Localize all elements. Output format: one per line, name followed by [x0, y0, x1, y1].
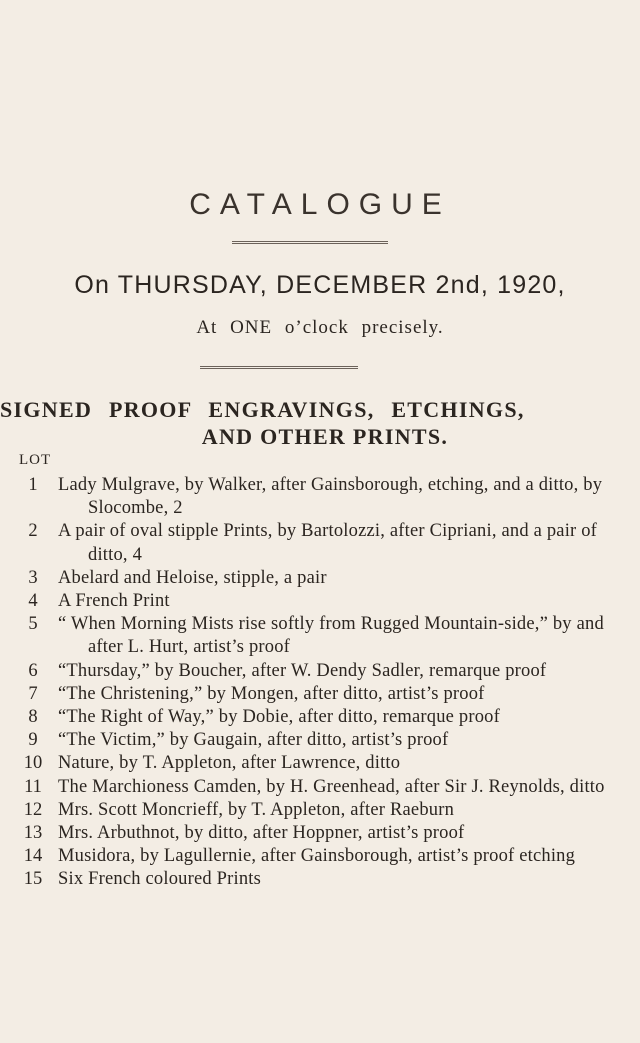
lot-list	[0, 474, 640, 892]
lot-description: “The Victim,” by Gaugain, after ditto, artist’s proof	[58, 730, 449, 751]
lot-description: Musidora, by Lagullernie, after Gainsborough, artist’s proof etching	[58, 846, 576, 867]
lot-item	[0, 868, 640, 891]
lot-description: “Thursday,” by Boucher, after W. Dendy Sadler, remarque proof	[58, 660, 547, 681]
lot-item	[0, 822, 640, 845]
lot-description: Nature, by T. Appleton, after Lawrence, ditto	[58, 753, 401, 774]
lot-description: The Marchioness Camden, by H. Greenhead, after Sir J. Reynolds, ditto	[58, 776, 605, 797]
lot-item	[0, 752, 640, 775]
page-title: CATALOGUE	[189, 188, 451, 221]
lot-description: “The Christening,” by Mongen, after ditto, artist’s proof	[58, 683, 485, 704]
lot-description: Mrs. Arbuthnot, by ditto, after Hoppner, artist’s proof	[58, 823, 465, 844]
date-divider	[200, 366, 358, 369]
lot-description: A pair of oval stipple Prints, by Bartolozzi, after Cipriani, and a pair of ditto, 4	[58, 521, 598, 565]
lot-number: 8	[28, 707, 38, 728]
section-heading-line1: SIGNED PROOF ENGRAVINGS, ETCHINGS,	[0, 397, 525, 422]
lot-item	[0, 613, 640, 659]
lot-number: 7	[28, 683, 38, 704]
lot-number: 9	[28, 730, 38, 751]
lot-number: 3	[28, 567, 38, 588]
lot-item	[0, 660, 640, 683]
lot-item	[0, 706, 640, 729]
lot-number: 15	[23, 869, 43, 890]
lot-item	[0, 683, 640, 706]
lot-number: 5	[28, 614, 38, 635]
lot-item	[0, 474, 640, 520]
title-divider	[232, 241, 388, 244]
lot-item	[0, 567, 640, 590]
lot-column-label: LOT	[19, 452, 52, 468]
lot-number: 12	[23, 799, 43, 820]
lot-item	[0, 520, 640, 566]
section-heading-line2: AND OTHER PRINTS.	[201, 424, 449, 449]
lot-description: Six French coloured Prints	[58, 869, 262, 890]
lot-description: Mrs. Scott Moncrieff, by T. Appleton, after Raeburn	[58, 799, 455, 820]
sale-date: On THURSDAY, DECEMBER 2nd, 1920,	[74, 271, 566, 299]
lot-description: A French Print	[58, 591, 170, 612]
lot-item	[0, 799, 640, 822]
lot-number: 6	[28, 660, 38, 681]
lot-item	[0, 729, 640, 752]
lot-item	[0, 590, 640, 613]
lot-item	[0, 845, 640, 868]
sale-time: At ONE o’clock precisely.	[196, 317, 444, 338]
lot-description: “ When Morning Mists rise softly from Rugged Mountain-side,” by and after L. Hurt, artist’s proof	[58, 614, 604, 658]
lot-number: 13	[23, 823, 43, 844]
lot-description: Abelard and Heloise, stipple, a pair	[58, 567, 327, 588]
lot-number: 1	[28, 475, 38, 495]
section-heading	[0, 396, 640, 450]
lot-number: 10	[23, 753, 43, 774]
lot-number: 14	[23, 846, 43, 867]
lot-number: 11	[24, 776, 42, 797]
lot-description: “The Right of Way,” by Dobie, after ditto, remarque proof	[58, 707, 500, 728]
lot-number: 4	[28, 591, 38, 612]
lot-description: Lady Mulgrave, by Walker, after Gainsborough, etching, and a ditto, by Slocombe, 2	[58, 475, 603, 519]
lot-number: 2	[28, 521, 38, 542]
lot-item	[0, 776, 640, 799]
